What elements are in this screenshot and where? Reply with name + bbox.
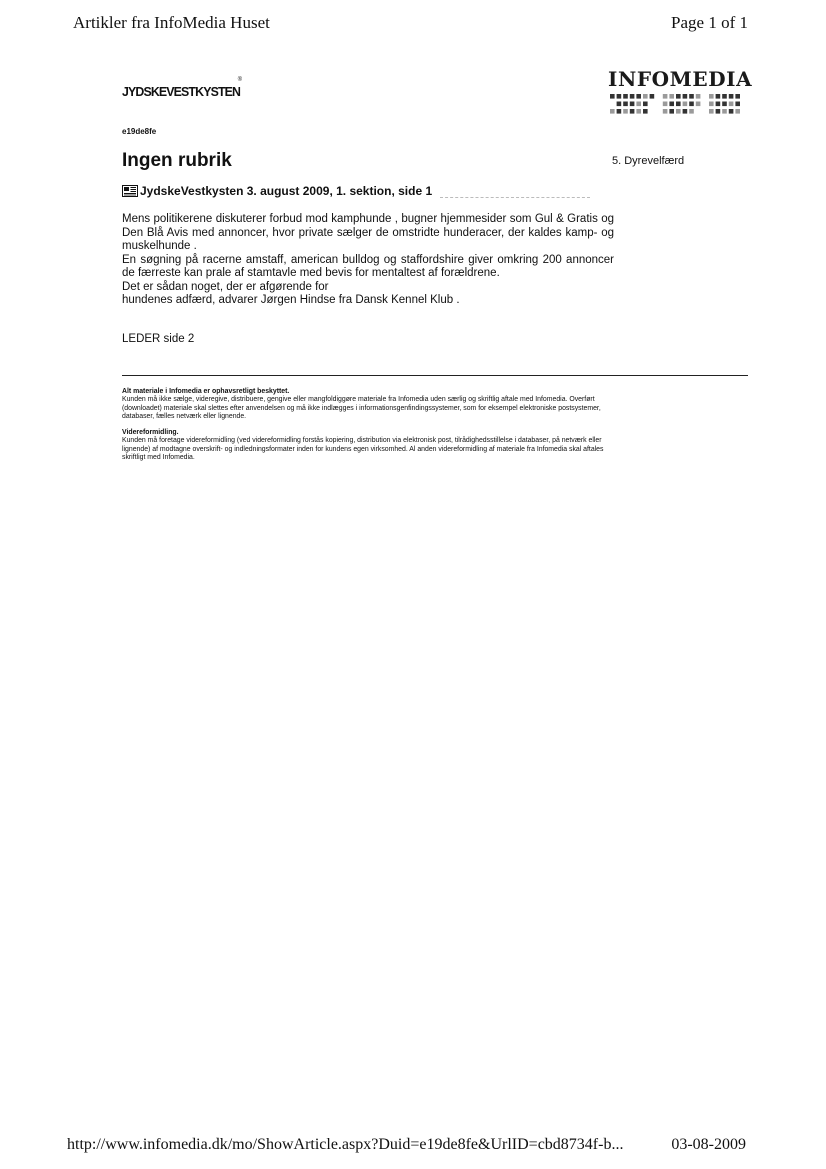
article-body [122, 213, 614, 308]
page-number: Page 1 of 1 [671, 13, 748, 32]
infomedia-logo [608, 67, 753, 117]
article-id: e19de8fe [122, 127, 157, 136]
newspaper-icon [122, 185, 138, 197]
registered-mark: ® [237, 77, 242, 83]
article-paragraph: hundenes adfærd, advarer Jørgen Hindse fra Dansk Kennel Klub . [122, 294, 460, 306]
article-headline: Ingen rubrik [122, 150, 232, 171]
redistribution-text: Kunden må foretage videreformidling (ved videreformidling forstås kopiering, distribution via elektronisk post, tilrådighedsstillelse i databaser, på netværk eller lignende) af modtagne overskrift- og indledningsformater inden for kundens egen virksomhed. Al anden videreformidling af materiale fra Infomedia skal aftales skriftligt med Infomedia. [122, 437, 604, 462]
infomedia-logo-text: INFOMEDIA [608, 67, 753, 91]
infomedia-dot-pattern-icon [608, 93, 744, 117]
redistribution-title: Videreformidling. [122, 429, 179, 437]
legal-notice [122, 388, 622, 470]
source-divider [440, 197, 590, 198]
article-reference: LEDER side 2 [122, 333, 195, 345]
article-paragraph: En søgning på racerne amstaff, american bulldog og staffordshire giver omkring 200 annoncer de færreste kan prale af stamtavle med bevis for mentaltest af forældrene. [122, 253, 614, 279]
article-source-line [122, 184, 432, 198]
publication-logo-text: JYDSKEVESTKYSTEN [122, 84, 241, 99]
copyright-text: Kunden må ikke sælge, videregive, distribuere, gengive eller mangfoldiggøre materiale fra Infomedia uden særlig og skriftlig aftale med Infomedia. Overført (downloadet) materiale skal slettes efter anvendelsen og må ikke indlægges i informationsgenfindingssystemer, som for eksempel elektroniske postsystemer, databaser, fælles netværk eller lignende. [122, 396, 601, 420]
article-source: JydskeVestkysten 3. august 2009, 1. sektion, side 1 [140, 184, 433, 198]
browser-print-title: Artikler fra InfoMedia Huset [73, 13, 270, 32]
legal-divider [122, 375, 748, 376]
copyright-title: Alt materiale i Infomedia er ophavsretligt beskyttet. [122, 388, 290, 395]
copyright-notice [122, 388, 622, 421]
redistribution-notice [122, 429, 622, 462]
article-paragraph: Det er sådan noget, der er afgørende for [122, 280, 329, 293]
article-section: 5. Dyrevelfærd [612, 155, 685, 167]
publication-logo [122, 77, 242, 99]
print-date: 03-08-2009 [671, 1136, 746, 1153]
article-paragraph: Mens politikerene diskuterer forbud mod kamphunde , bugner hjemmesider som Gul & Gratis og Den Blå Avis med annoncer, hvor private sælger de omstridte hunderacer, der kaldes kamp- og muskelhunde . [122, 213, 614, 252]
page-url: http://www.infomedia.dk/mo/ShowArticle.aspx?Duid=e19de8fe&UrlID=cbd8734f-b... [67, 1136, 624, 1153]
